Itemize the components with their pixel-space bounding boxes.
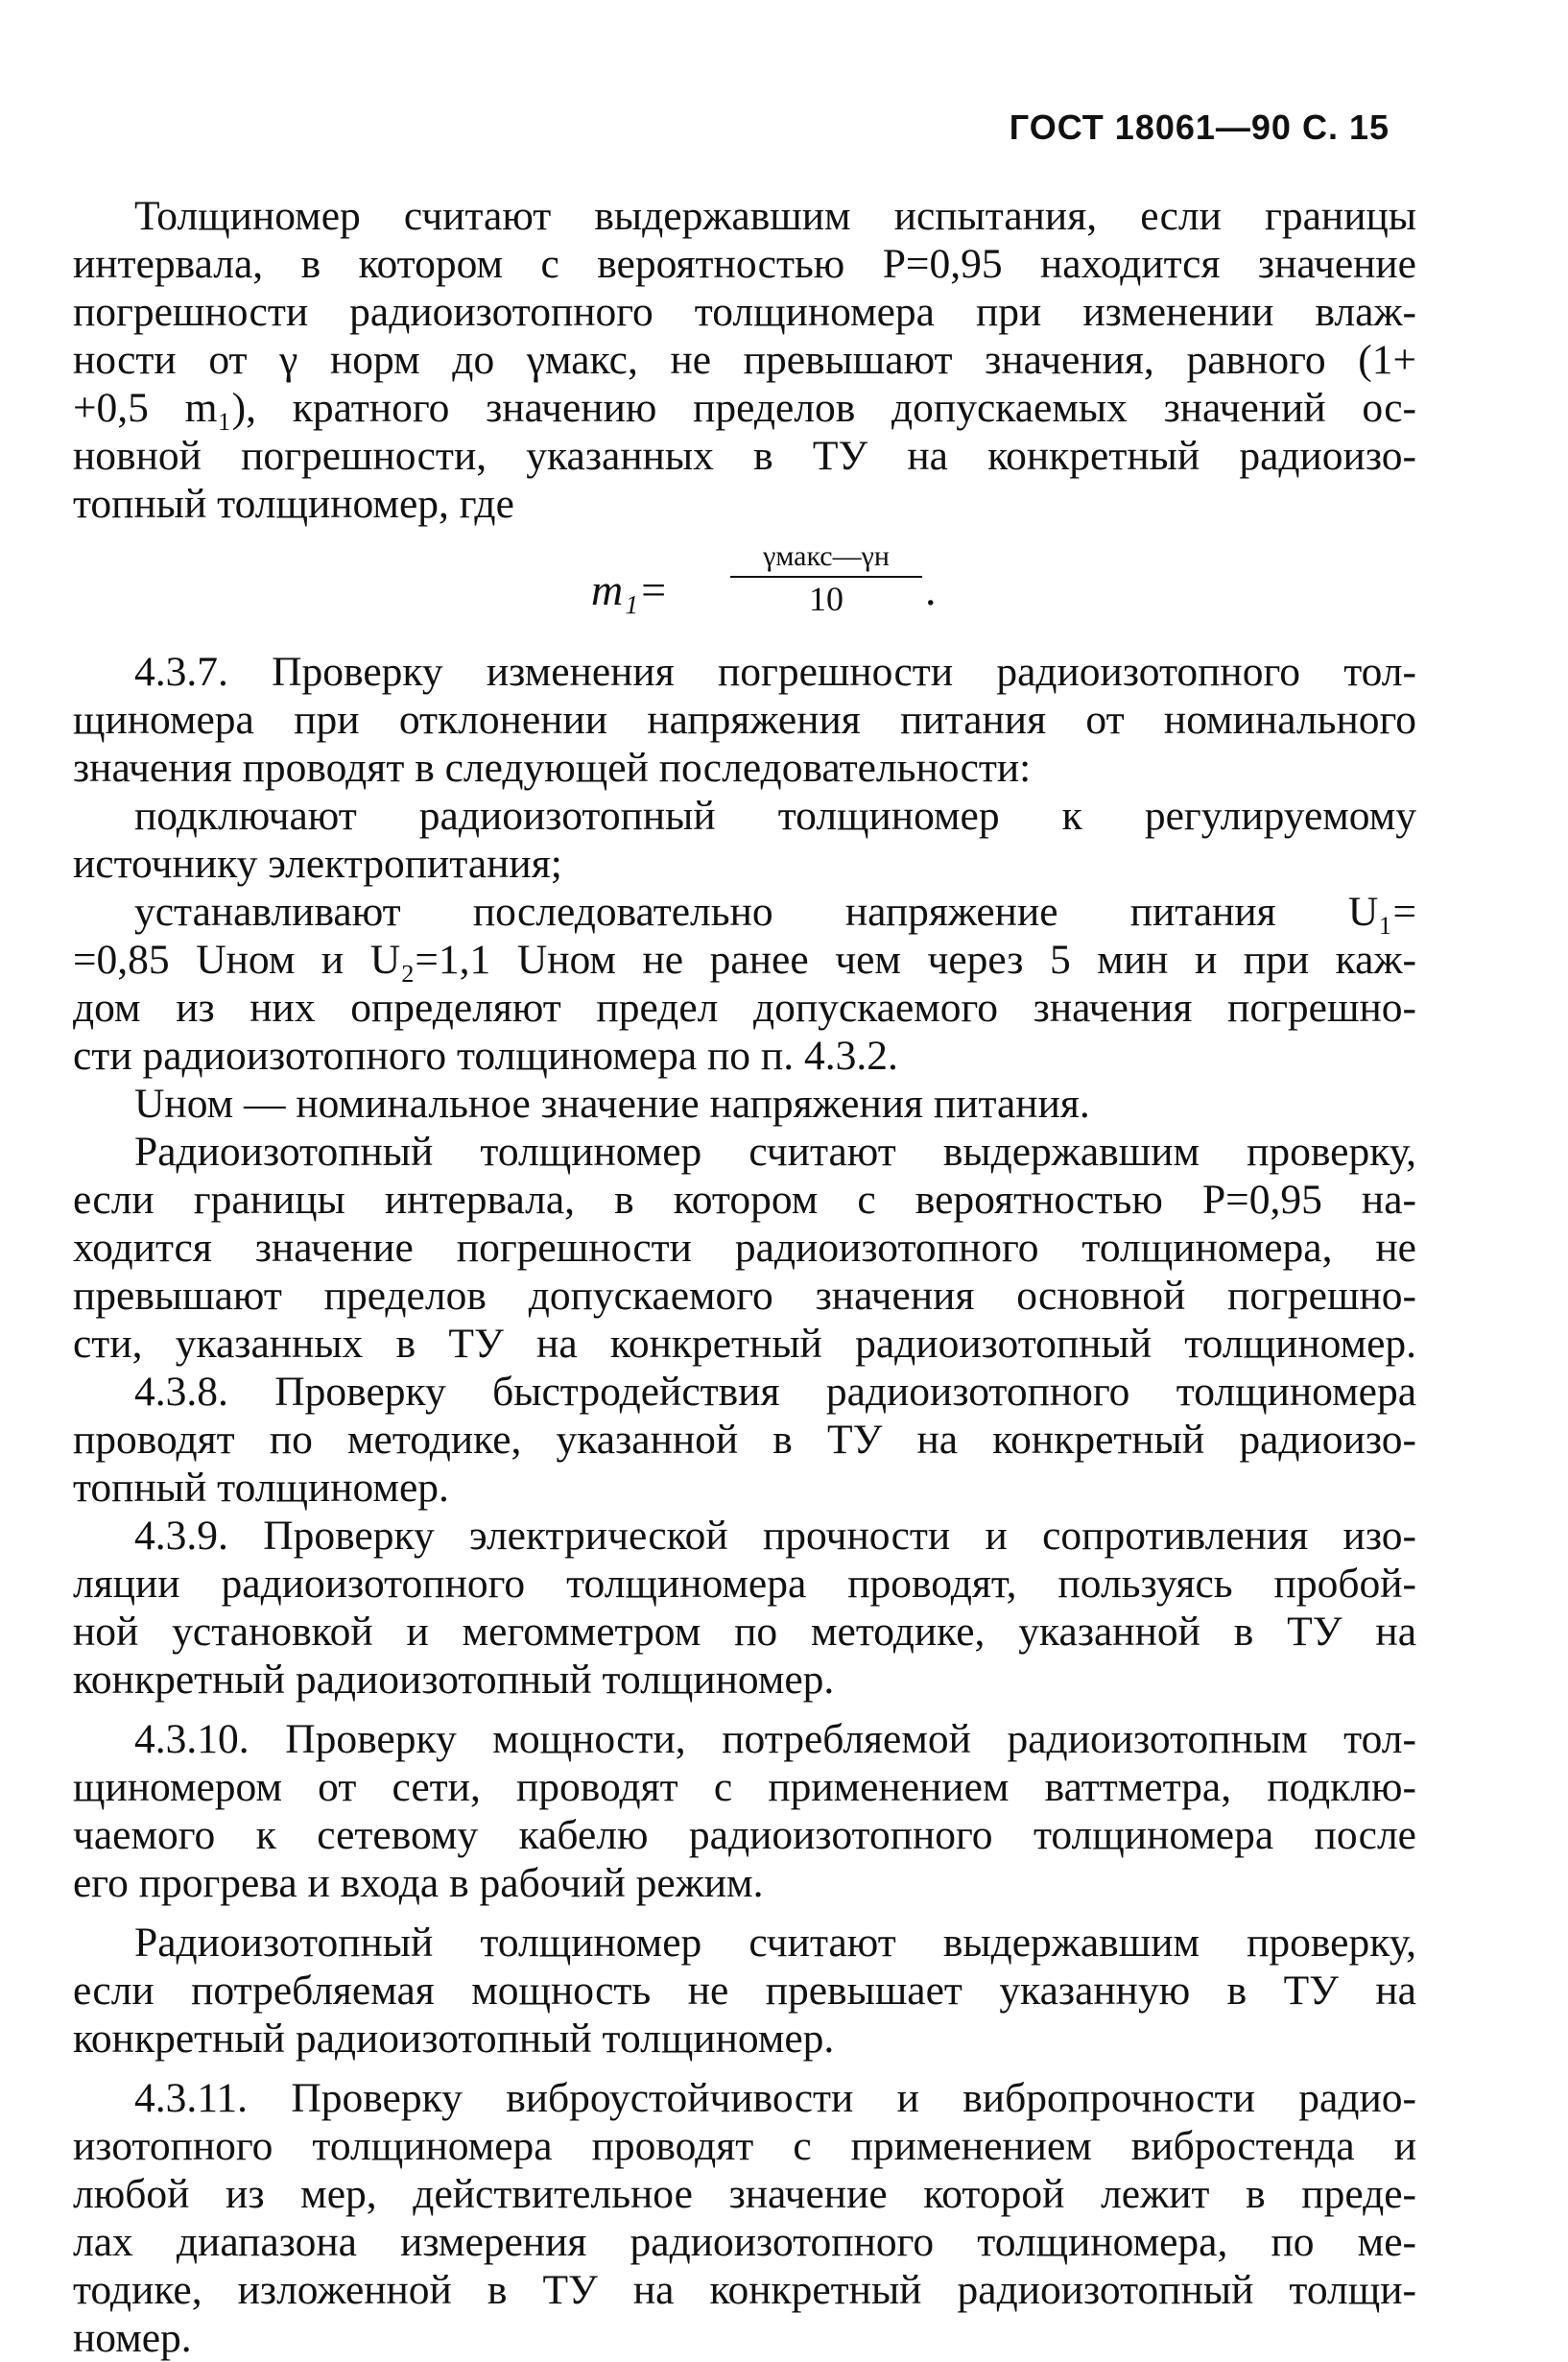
text-line: интервала, в котором с вероятностью P=0,95 находится значение (73, 241, 1416, 287)
text-line: если границы интервала, в котором с вероятностью P=0,95 на- (73, 1177, 1416, 1223)
formula-fraction (730, 537, 922, 620)
section-4-3-9 (73, 1512, 1416, 1704)
text-line: подключают радиоизотопный толщиномер к регулируемому (134, 793, 1416, 839)
section-4-3-7 (73, 648, 1416, 1368)
text-line: чаемого к сетевому кабелю радиоизотопного толщиномера после (73, 1812, 1416, 1858)
document-body (73, 192, 1416, 2362)
text-line: конкретный радиоизотопный толщиномер. (73, 1657, 835, 1703)
text-line: номер. (73, 2315, 192, 2361)
formula-denominator: 10 (809, 580, 843, 618)
text-line: Радиоизотопный толщиномер считают выдержавшим проверку, (134, 1129, 1416, 1175)
text-line: лах диапазона измерения радиоизотопного толщиномера, по ме- (73, 2219, 1416, 2265)
text-line: +0,5 m₁), кратного значению пределов допускаемых значений ос- (73, 385, 1416, 431)
text-line: проводят по методике, указанной в ТУ на конкретный радиоизо- (73, 1417, 1416, 1463)
text-line: его прогрева и входа в рабочий режим. (73, 1860, 764, 1906)
text-line: ной установкой и мегомметром по методике, указанной в ТУ на (73, 1609, 1416, 1655)
section-4-3-8 (73, 1368, 1416, 1512)
text-line: ности от γ норм до γмакс, не превышают значения, равного (1+ (73, 337, 1416, 383)
text-line: сти радиоизотопного толщиномера по п. 4.3.2. (73, 1033, 898, 1079)
section-4-3-11 (73, 2074, 1416, 2362)
text-line: топный толщиномер, где (73, 481, 514, 527)
page-header: ГОСТ 18061—90 С. 15 (1009, 107, 1390, 147)
formula-trailing: . (925, 565, 937, 614)
formula-lhs: m₁= (591, 565, 669, 614)
text-line: тодике, изложенной в ТУ на конкретный радиоизотопный толщи- (73, 2267, 1416, 2313)
text-line: конкретный радиоизотопный толщиномер. (73, 2016, 835, 2062)
text-line: любой из мер, действительное значение которой лежит в преде- (73, 2171, 1416, 2217)
text-line: топный толщиномер. (73, 1465, 449, 1511)
text-line: 4.3.8. Проверку быстродействия радиоизотопного толщиномера (134, 1369, 1416, 1415)
text-line: щиномером от сети, проводят с применением ваттметра, подклю- (73, 1764, 1416, 1810)
paragraph-test-humidity (73, 192, 1416, 528)
formula-numerator: γмакс—γн (730, 537, 922, 578)
text-line: ляции радиоизотопного толщиномера проводят, пользуясь пробой- (73, 1561, 1416, 1607)
text-line: 4.3.7. Проверку изменения погрешности радиоизотопного тол- (134, 649, 1416, 695)
text-line: Uном — номинальное значение напряжения питания. (134, 1081, 1090, 1127)
spacer (73, 2063, 1416, 2074)
text-line: если потребляемая мощность не превышает указанную в ТУ на (73, 1968, 1416, 2014)
text-line: превышают пределов допускаемого значения основной погрешно- (73, 1273, 1416, 1319)
text-line: 4.3.9. Проверку электрической прочности и сопротивления изо- (134, 1513, 1416, 1559)
spacer (73, 1907, 1416, 1919)
spacer (73, 1704, 1416, 1715)
text-line: 4.3.10. Проверку мощности, потребляемой радиоизотопным тол- (134, 1716, 1416, 1762)
text-line: погрешности радиоизотопного толщиномера при изменении влаж- (73, 289, 1416, 335)
text-line: изотопного толщиномера проводят с применением вибростенда и (73, 2123, 1416, 2169)
text-line: Толщиномер считают выдержавшим испытания, если границы (134, 193, 1416, 239)
text-line: =0,85 Uном и U₂=1,1 Uном не ранее чем через 5 мин и при каж- (73, 937, 1416, 983)
section-4-3-10 (73, 1715, 1416, 2063)
text-line: сти, указанных в ТУ на конкретный радиоизотопный толщиномер. (73, 1321, 1416, 1367)
text-line: значения проводят в следующей последовательности: (73, 745, 1032, 791)
text-line: устанавливают последовательно напряжение питания U₁= (134, 889, 1416, 935)
text-line: 4.3.11. Проверку виброустойчивости и вибропрочности радио- (134, 2075, 1416, 2121)
text-line: ходится значение погрешности радиоизотопного толщиномера, не (73, 1225, 1416, 1271)
text-line: щиномера при отклонении напряжения питания от номинального (73, 697, 1416, 743)
text-line: дом из них определяют предел допускаемого значения погрешно- (73, 985, 1416, 1031)
formula-m1 (73, 528, 1416, 648)
text-line: новной погрешности, указанных в ТУ на конкретный радиоизо- (73, 433, 1416, 479)
text-line: Радиоизотопный толщиномер считают выдержавшим проверку, (134, 1920, 1416, 1966)
text-line: источнику электропитания; (73, 841, 562, 887)
